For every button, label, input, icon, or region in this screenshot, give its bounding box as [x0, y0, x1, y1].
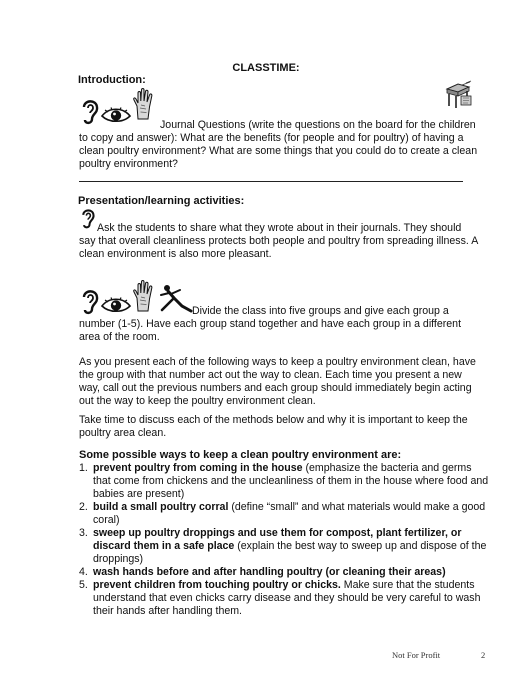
introduction-heading: Introduction:: [78, 74, 146, 86]
list-item: 2. build a small poultry corral (define “small” and what materials would make a good coral): [79, 501, 486, 526]
ways-list: [79, 462, 489, 618]
footer-note: Not For Profit: [392, 650, 441, 660]
page-number: 2: [481, 650, 486, 660]
introduction-text: Journal Questions (write the questions on the board for the children to copy and answer): What are the benefits (for people and for poultry) of having a clean poultry environment? What are some things that you could do to create a clean poultry environment?: [79, 119, 478, 170]
presentation-paragraph-4: Take time to discuss each of the methods below and why it is important to keep the poultry area clean.: [79, 414, 468, 439]
list-item: 3. sweep up poultry droppings and use them for compost, plant fertilizer, or discard them in a safe place (explain the best way to sweep up and dispose of the droppings): [79, 527, 487, 565]
list-item: 5. prevent children from touching poultry or chicks. Make sure that the students understand that even chicks carry disease and they should be very careful to wash their hands after handling them.: [79, 579, 481, 617]
presentation-paragraph-2: Divide the class into five groups and give each group a number (1-5). Have each group stand together and have each group in a different area of the room.: [79, 305, 462, 343]
presentation-paragraph-3: As you present each of the following ways to keep a poultry environment clean, have the group with that number act out the way to clean. Each time you present a new way, call out the previous numbers and each group should immediately begin acting out the way to keep the poultry environment clean.: [79, 356, 476, 407]
page-title: CLASSTIME:: [232, 62, 300, 74]
section-divider: [79, 181, 463, 182]
list-item: 4. wash hands before and after handling poultry (or cleaning their areas): [79, 566, 446, 578]
ways-heading: Some possible ways to keep a clean poultry environment are:: [79, 449, 402, 461]
presentation-heading: Presentation/learning activities:: [78, 195, 245, 207]
writing-desk-icon: [444, 81, 474, 109]
hand-icon: [132, 88, 156, 120]
presentation-paragraph-1: Ask the students to share what they wrote about in their journals. They should say that overall cleanliness protects both people and poultry from spreading illness. A clean environment is also more pleasant.: [79, 222, 478, 260]
list-item: 1. prevent poultry from coming in the house (emphasize the bacteria and germs that come from chickens and the uncleanliness of them in the house where food and babies are present): [79, 462, 489, 500]
